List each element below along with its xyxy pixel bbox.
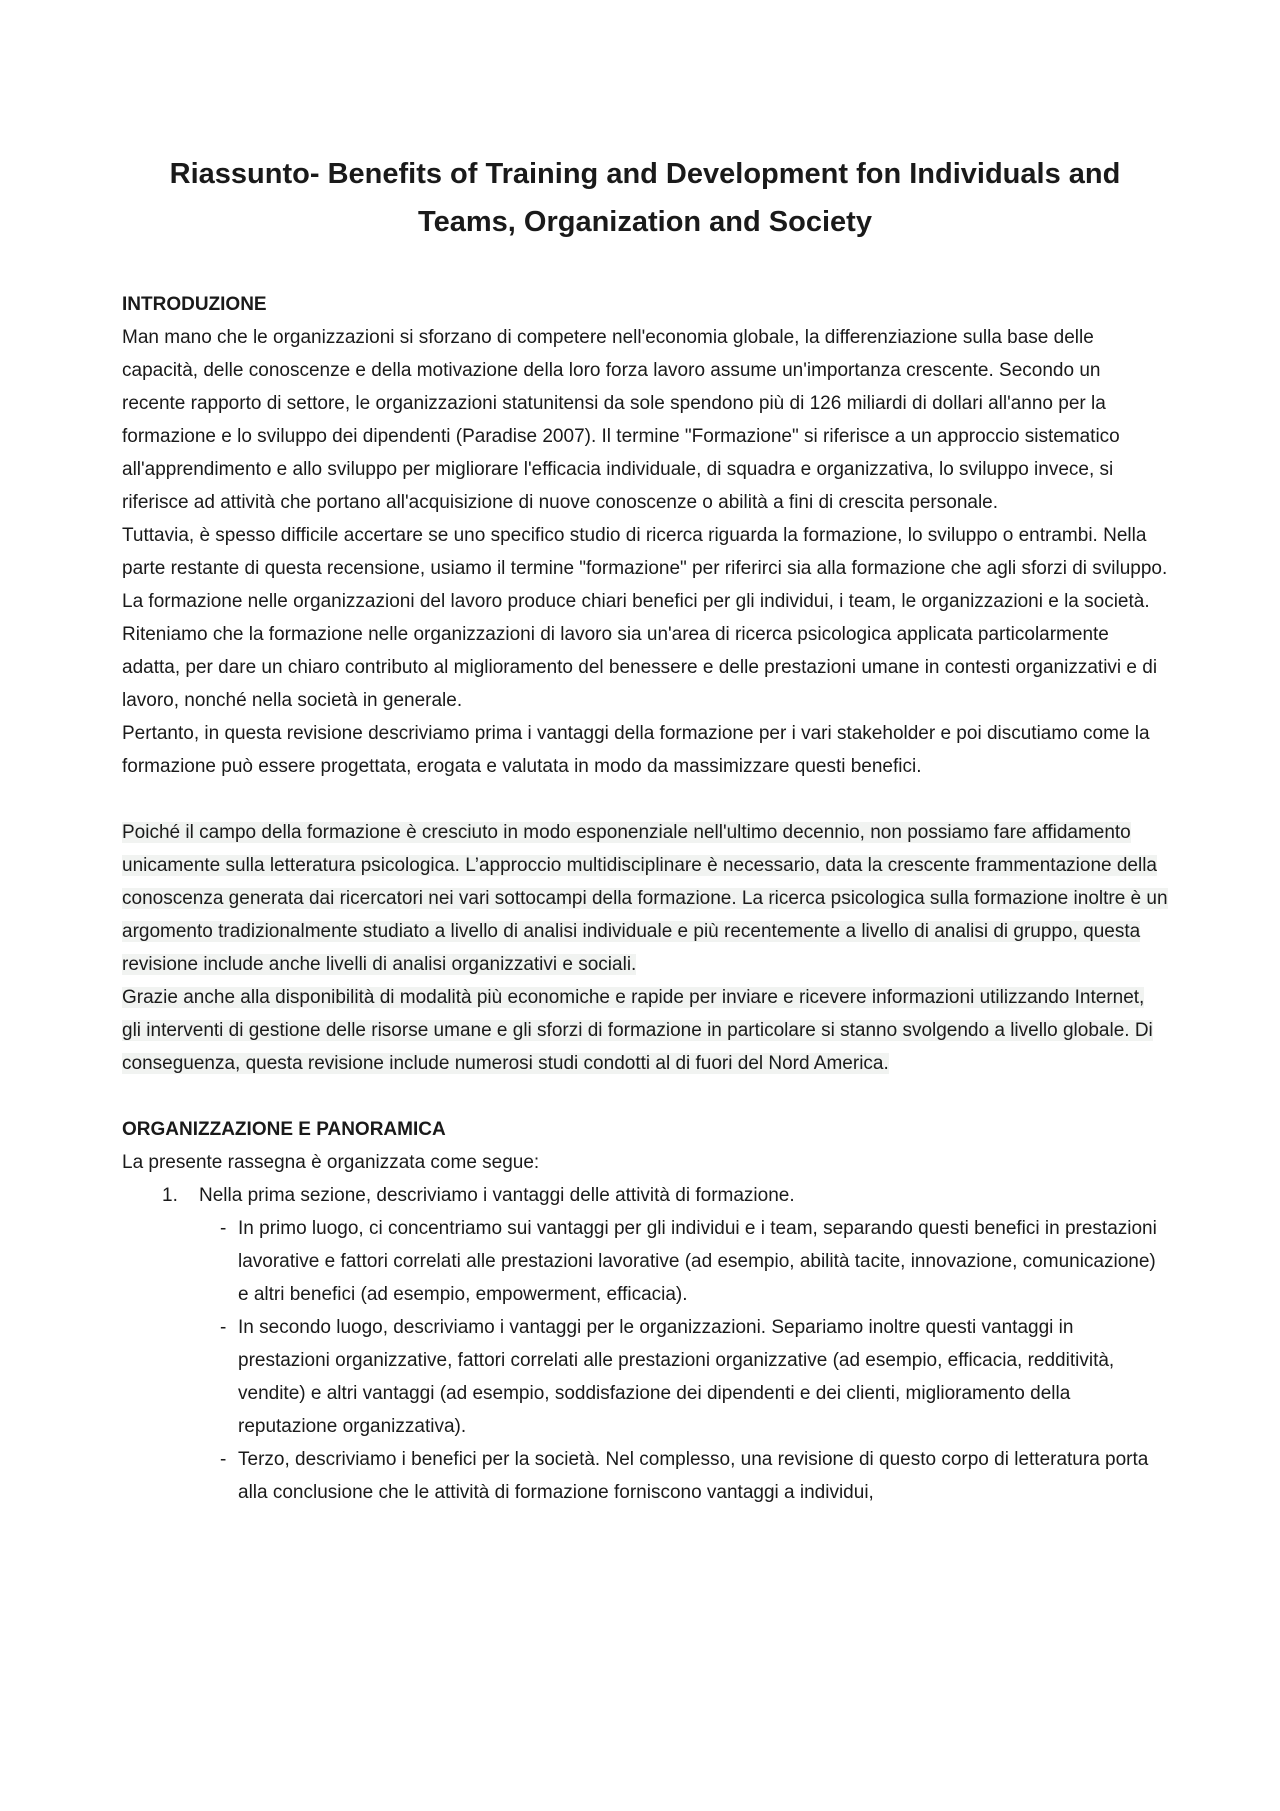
list-number: 1. — [162, 1185, 178, 1206]
sub-list-item-text: Terzo, descriviamo i benefici per la società. Nel complesso, una revisione di questo corpo di letteratura porta alla conclusione che le attività di formazione forniscono vantaggi a individui, — [238, 1449, 1149, 1503]
dash-bullet: - — [220, 1317, 227, 1338]
dash-bullet: - — [220, 1449, 227, 1470]
list-item — [122, 1179, 1168, 1509]
paragraph: Tuttavia, è spesso difficile accertare se uno specifico studio di ricerca riguarda la formazione, lo sviluppo o entrambi. Nella parte restante di questa recensione, usiamo il termine "formazione" per riferirci sia alla formazione che agli sforzi di sviluppo. — [122, 525, 1168, 579]
document-title: Riassunto- Benefits of Training and Development fon Individuals and Teams, Organization and Society — [169, 158, 1121, 238]
sub-list-item-text: In primo luogo, ci concentriamo sui vantaggi per gli individui e i team, separando questi benefici in prestazioni lavorative e fattori correlati alle prestazioni lavorative (ad esempio, abilità tacite, innovazione, comunicazione) e altri benefici (ad esempio, empowerment, efficacia). — [238, 1218, 1157, 1305]
overview-intro: La presente rassegna è organizzata come segue: — [122, 1152, 540, 1173]
numbered-list — [122, 1179, 1168, 1509]
sub-list — [199, 1212, 1168, 1509]
paragraph: La formazione nelle organizzazioni del lavoro produce chiari benefici per gli individui, i team, le organizzazioni e la società. Riteniamo che la formazione nelle organizzazioni di lavoro sia un'area di ricerca psicologica applicata particolarmente adatta, per dare un chiaro contributo al miglioramento del benessere e delle prestazioni umane in contesti organizzativi e di lavoro, nonché nella società in generale. — [122, 591, 1158, 711]
highlight-text: Grazie anche alla disponibilità di modalità più economiche e rapide per inviare e ricevere informazioni utilizzando Internet, gli interventi di gestione delle risorse umane e gli sforzi di formazione in particolare si stanno svolgendo a livello globale. Di conseguenza, questa revisione include numerosi studi condotti al di fuori del Nord America. — [122, 987, 1153, 1074]
dash-bullet: - — [220, 1218, 227, 1239]
section-heading-introduzione: INTRODUZIONE — [122, 294, 267, 315]
sub-list-item — [198, 1212, 1168, 1311]
sub-list-item — [198, 1443, 1168, 1509]
paragraph: Man mano che le organizzazioni si sforzano di competere nell'economia globale, la differenziazione sulla base delle capacità, delle conoscenze e della motivazione della loro forza lavoro assume un'importanza crescente. Secondo un recente rapporto di settore, le organizzazioni statunitensi da sole spendono più di 126 miliardi di dollari all'anno per la formazione e lo sviluppo dei dipendenti (Paradise 2007). Il termine "Formazione" si riferisce a un approccio sistematico all'apprendimento e allo sviluppo per migliorare l'efficacia individuale, di squadra e organizzativa, lo sviluppo invece, si riferisce ad attività che portano all'acquisizione di nuove conoscenze o abilità a fini di crescita personale. — [122, 327, 1120, 513]
section-heading-organizzazione: ORGANIZZAZIONE E PANORAMICA — [122, 1119, 446, 1140]
paragraph: Pertanto, in questa revisione descriviamo prima i vantaggi della formazione per i vari stakeholder e poi discutiamo come la formazione può essere progettata, erogata e valutata in modo da massimizzare questi benefici. — [122, 723, 1150, 777]
highlighted-paragraph — [122, 816, 1168, 981]
sub-list-item-text: In secondo luogo, descriviamo i vantaggi per le organizzazioni. Separiamo inoltre questi vantaggi in prestazioni organizzative, fattori correlati alle prestazioni organizzative (ad esempio, efficacia, redditività, vendite) e altri vantaggi (ad esempio, soddisfazione dei dipendenti e dei clienti, miglioramento della reputazione organizzativa). — [238, 1317, 1115, 1437]
spacer — [122, 783, 1168, 816]
list-item-text: Nella prima sezione, descriviamo i vantaggi delle attività di formazione. — [199, 1185, 795, 1206]
highlighted-paragraph — [122, 981, 1168, 1080]
highlight-text: Poiché il campo della formazione è cresciuto in modo esponenziale nell'ultimo decennio, non possiamo fare affidamento unicamente sulla letteratura psicologica. L’approccio multidisciplinare è necessario, data la crescente frammentazione della conoscenza generata dai ricercatori nei vari sottocampi della formazione. La ricerca psicologica sulla formazione inoltre è un argomento tradizionalmente studiato a livello di analisi individuale e più recentemente a livello di analisi di gruppo, questa revisione include anche livelli di analisi organizzativi e sociali. — [122, 822, 1168, 975]
spacer — [122, 1080, 1168, 1113]
document-page — [122, 150, 1168, 1509]
sub-list-item — [198, 1311, 1168, 1443]
